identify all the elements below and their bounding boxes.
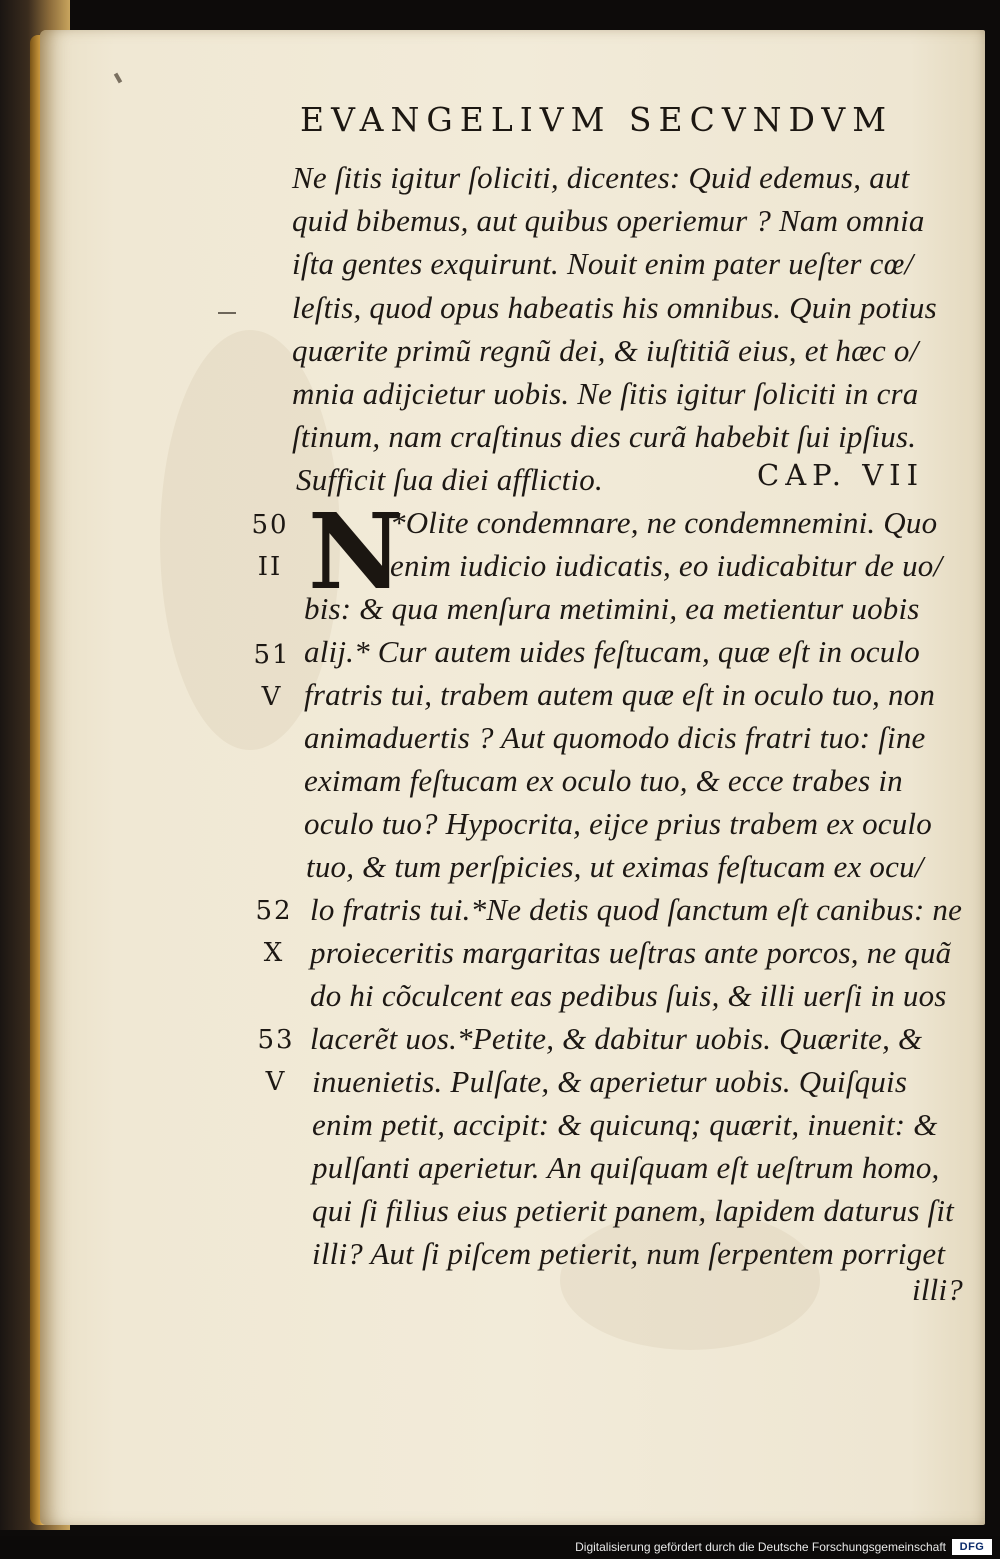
text-line: proieceritis margaritas ueſtras ante porcos, ne quã bbox=[310, 935, 952, 970]
margin-note: V bbox=[261, 682, 283, 712]
text-line: animaduertis ? Aut quomodo dicis fratri tuo: ſine bbox=[304, 720, 926, 755]
margin-note: 52 bbox=[255, 896, 293, 926]
margin-note: V bbox=[265, 1067, 287, 1097]
drop-initial: N bbox=[308, 490, 404, 613]
margin-note: II bbox=[257, 552, 283, 582]
text-line: illi? bbox=[912, 1272, 963, 1307]
text-line: lo fratris tui.*Ne detis quod ſanctum eſt canibus: ne bbox=[310, 892, 963, 927]
margin-note: 50 bbox=[251, 510, 289, 540]
text-line: Ne ſitis igitur ſoliciti, dicentes: Quid edemus, aut bbox=[292, 160, 910, 195]
text-line: illi? Aut ſi piſcem petierit, num ſerpentem porriget bbox=[312, 1236, 946, 1271]
text-line: qui ſi filius eius petierit panem, lapidem daturus ſit bbox=[312, 1193, 954, 1228]
text-line: fratris tui, trabem autem quæ eſt in oculo tuo, non bbox=[304, 677, 936, 712]
text-line: ſtinum, nam craſtinus dies curã habebit ſui ipſius. bbox=[292, 419, 917, 454]
footer-credit: Digitalisierung gefördert durch die Deutsche Forschungsgemeinschaft bbox=[575, 1540, 946, 1554]
dfg-logo-icon: DFG bbox=[952, 1539, 992, 1555]
text-line: tuo, & tum perſpicies, ut eximas feſtucam ex ocu/ bbox=[306, 849, 924, 884]
text-line: quærite primũ regnũ dei, & iuſtitiã eius, et hæc o/ bbox=[292, 333, 919, 368]
text-line: oculo tuo? Hypocrita, eijce prius trabem ex oculo bbox=[304, 806, 932, 841]
margin-note: X bbox=[263, 938, 285, 968]
text-line: pulſanti aperietur. An quiſquam eſt ueſtrum homo, bbox=[312, 1150, 940, 1185]
text-line: leſtis, quod opus habeatis his omnibus. Quin potius bbox=[292, 290, 937, 325]
text-line: *Olite condemnare, ne condemnemini. Quo bbox=[390, 505, 938, 540]
text-line: enim petit, accipit: & quicunq; quærit, inuenit: & bbox=[312, 1107, 938, 1142]
text-line: Sufficit ſua diei afflictio. bbox=[296, 462, 603, 497]
text-line: alij.* Cur autem uides feſtucam, quæ eſt in oculo bbox=[304, 634, 920, 669]
text-line: enim iudicio iudicatis, eo iudicabitur de uo/ bbox=[390, 548, 943, 583]
margin-note: 51 bbox=[253, 640, 291, 670]
text-line: iſta gentes exquirunt. Nouit enim pater ueſter cœ/ bbox=[292, 246, 914, 281]
text-line: bis: & qua menſura metimini, ea metientur uobis bbox=[304, 591, 920, 626]
text-line: lacerẽt uos.*Petite, & dabitur uobis. Quærite, & bbox=[310, 1021, 923, 1056]
text-line: mnia adijcietur uobis. Ne ſitis igitur ſoliciti in cra bbox=[292, 376, 919, 411]
text-line: eximam feſtucam ex oculo tuo, & ecce trabes in bbox=[304, 763, 903, 798]
text-line: quid bibemus, aut quibus operiemur ? Nam omnia bbox=[292, 203, 925, 238]
text-line: do hi cõculcent eas pedibus ſuis, & illi uerſi in uos bbox=[310, 978, 947, 1013]
margin-note: 53 bbox=[257, 1025, 295, 1055]
running-head: EVANGELIVM SECVNDVM bbox=[300, 100, 894, 139]
chapter-heading: CAP. VII bbox=[757, 458, 925, 492]
text-line: inuenietis. Pulſate, & aperietur uobis. Quiſquis bbox=[312, 1064, 908, 1099]
